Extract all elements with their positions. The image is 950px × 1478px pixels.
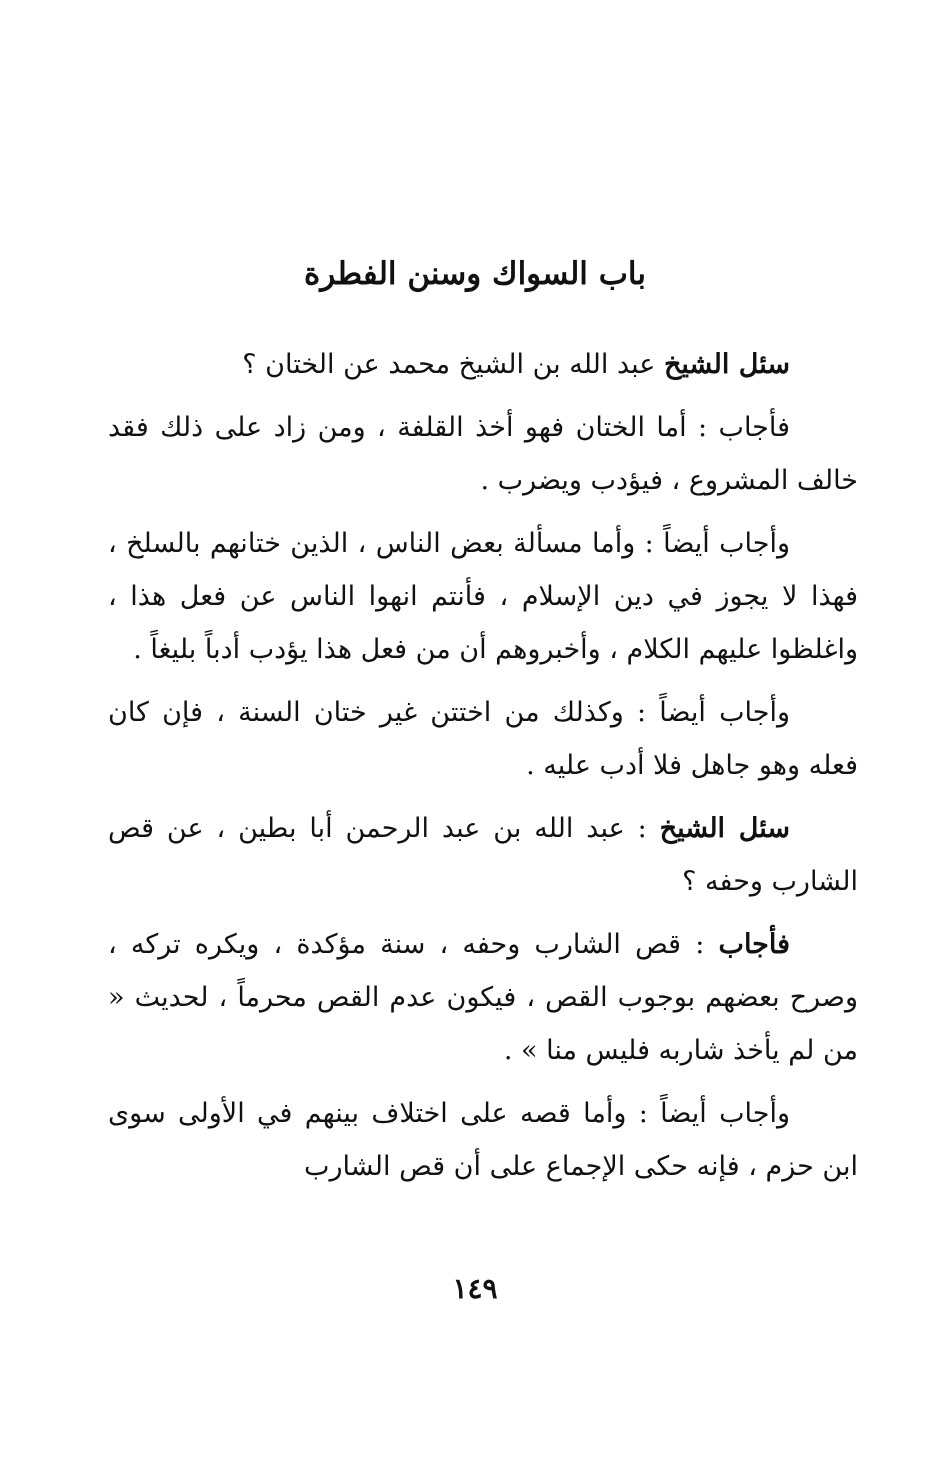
- paragraph-7: [108, 1087, 858, 1193]
- paragraph-5-bold: سئل الشيخ: [659, 813, 790, 844]
- paragraph-1: [108, 338, 858, 391]
- paragraph-6-bold: فأجاب: [718, 929, 790, 960]
- paragraph-6: [108, 918, 858, 1077]
- paragraph-5-text: : عبد الله بن عبد الرحمن أبا بطين ، عن قص الشارب وحفه ؟: [108, 813, 858, 897]
- paragraph-4-text: وأجاب أيضاً : وكذلك من اختتن غير ختان السنة ، فإن كان فعله وهو جاهل فلا أدب عليه .: [108, 697, 858, 781]
- body-text: [108, 338, 858, 1203]
- page-number: ١٤٩: [452, 1272, 498, 1305]
- paragraph-4: [108, 686, 858, 792]
- paragraph-2-text: فأجاب : أما الختان فهو أخذ القلفة ، ومن زاد على ذلك فقد خالف المشروع ، فيؤدب ويضرب .: [108, 412, 858, 496]
- chapter-heading: باب السواك وسنن الفطرة: [304, 256, 646, 292]
- paragraph-7-text: وأجاب أيضاً : وأما قصه على اختلاف بينهم في الأولى سوى ابن حزم ، فإنه حكى الإجماع على أن قص الشارب: [108, 1098, 858, 1182]
- paragraph-1-bold: سئل الشيخ: [663, 349, 790, 380]
- paragraph-2: [108, 401, 858, 507]
- paragraph-6-text: : قص الشارب وحفه ، سنة مؤكدة ، ويكره تركه ، وصرح بعضهم بوجوب القص ، فيكون عدم القص محرماً ، لحديث « من لم يأخذ شاربه فليس منا » .: [108, 929, 858, 1066]
- paragraph-3: [108, 517, 858, 676]
- paragraph-5: [108, 802, 858, 908]
- paragraph-3-text: وأجاب أيضاً : وأما مسألة بعض الناس ، الذين ختانهم بالسلخ ، فهذا لا يجوز في دين الإسلام ، فأنتم انهوا الناس عن فعل هذا ، واغلظوا عليهم الكلام ، وأخبروهم أن من فعل هذا يؤدب أدباً بليغاً .: [108, 528, 858, 665]
- paragraph-1-text: عبد الله بن الشيخ محمد عن الختان ؟: [242, 349, 664, 380]
